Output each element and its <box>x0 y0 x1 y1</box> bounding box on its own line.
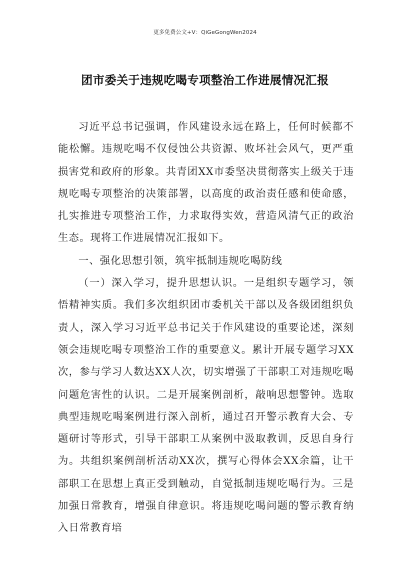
header-note: 更多免费公文+V：QiGeGongWen2024 <box>153 30 257 36</box>
intro-paragraph: 习近平总书记强调，作风建设永远在路上，任何时候都不能松懈。违规吃喝不仅侵蚀公共资源、败坏社会风气，更严重损害党和政府的形象。共青团XX市委坚决贯彻落实上级关于违规吃喝专项整治的决策部署，以高度的政治责任感和使命感，扎实推进专项整治工作，力求取得实效，营造风清气正的政治生态。现将工作进展情况汇报如下。 <box>58 122 354 245</box>
document-title: 团市委关于违规吃喝专项整治工作进展情况汇报 <box>81 73 329 87</box>
section-heading: 一、强化思想引领，筑牢抵制违规吃喝防线 <box>78 255 283 267</box>
document-body <box>58 117 354 541</box>
body-paragraph: （一）深入学习，提升思想认识。一是组织专题学习，领悟精神实质。我们多次组织团市委机关干部以及各级团组织负责人，深入学习习近平总书记关于作风建设的重要论述，深刻领会违规吃喝专项整治工作的重要意义。累计开展专题学习XX次，参与学习人数达XX人次，切实增强了干部职工对违规吃喝问题危害性的认识。二是开展案例剖析，敲响思想警钟。选取典型违规吃喝案例进行深入剖析，通过召开警示教育大会、专题研讨等形式，引导干部职工从案例中汲取教训，反思自身行为。共组织案例剖析活动XX次，撰写心得体会XX余篇，让干部职工在思想上真正受到触动，自觉抵制违规吃喝行为。三是加强日常教育，增强自律意识。将违规吃喝问题的警示教育纳入日常教育培 <box>58 278 354 535</box>
